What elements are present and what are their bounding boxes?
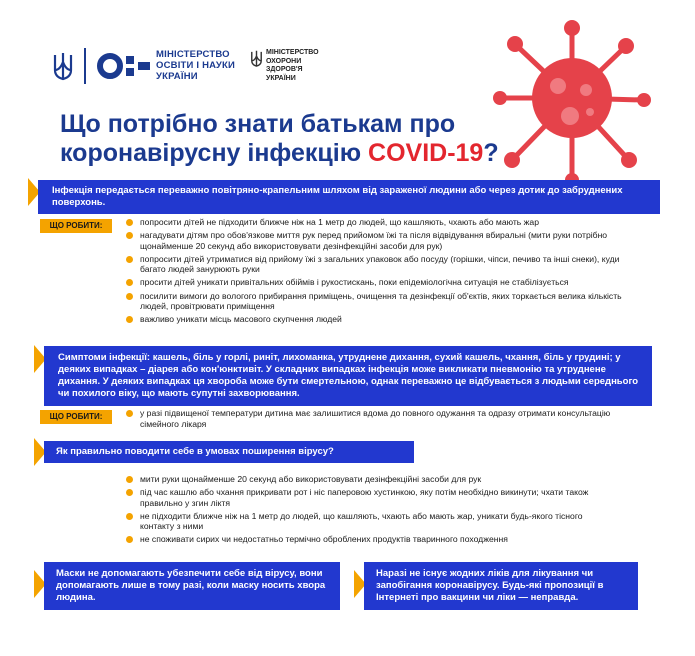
section3-list — [126, 474, 606, 548]
bullet-icon — [126, 536, 133, 543]
bullet-icon — [126, 279, 133, 286]
symptoms-banner: Симптоми інфекції: кашель, біль у горлі, риніт, лихоманка, утруднене дихання, сухий кашель, чхання, біль у грудині; у деяких випадках – діарея або кон'юнктивіт. У складних випадках інфекція може викликати пневмонію та утруднене дихання. У деяких випадках ця хвороба може бути смертельною, однак переважно це відбувається з людьми середнього чи похилого віку, що мають супутні захворювання. — [44, 346, 652, 406]
section2-list — [126, 408, 626, 432]
list-item: попросити дітей не підходити ближче ніж на 1 метр до людей, що кашляють, чхають або мають жар — [126, 217, 630, 228]
transmission-banner: Інфекція передається переважно повітряно-крапельним шляхом від зараженої людини або через дотик до забруднених поверхонь. — [38, 180, 660, 214]
behavior-banner: Як правильно поводити себе в умовах поширення вірусу? — [44, 441, 414, 463]
bullet-icon — [126, 316, 133, 323]
bullet-icon — [126, 232, 133, 239]
list-item: нагадувати дітям про обов'язкове миття рук перед прийомом їжі та після відвідування вбиральні (мити руки потрібно щонайменше 20 секунд або використовувати дезінфекційні засоби для рук) — [126, 230, 630, 251]
page-title: Що потрібно знати батькам про коронавірусну інфекцію COVID-19? — [60, 110, 499, 167]
list-item: важливо уникати місць масового скупчення людей — [126, 314, 630, 325]
bullet-icon — [126, 410, 133, 417]
list-item: не споживати сирих чи недостатньо термічно оброблених продуктів тваринного походження — [126, 534, 606, 545]
bullet-icon — [126, 476, 133, 483]
list-item: посилити вимоги до вологого прибирання приміщень, очищення та дезінфекції об'єктів, яких торкається велика кількість людей, провітрювати приміщення — [126, 291, 630, 312]
list-item: просити дітей уникати привітальних обіймів і рукостискань, поки епідеміологічна ситуація не стабілізується — [126, 277, 630, 288]
list-item: під час кашлю або чхання прикривати рот і ніс паперовою хустинкою, яку потім необхідно викинути; чхати також правильно у згин ліктя — [126, 487, 606, 508]
list-item: попросити дітей утриматися від прийому їжі з загальних упаковок або посуду (горішки, чіпси, печиво та інші снеки), куди багато людей занурюють руки — [126, 254, 630, 275]
bullet-icon — [126, 293, 133, 300]
moz-name: МІНІСТЕРСТВО ОХОРОНИ ЗДОРОВ'Я УКРАЇНИ — [266, 49, 319, 82]
header-divider — [84, 48, 86, 84]
what-to-do-label: ЩО РОБИТИ: — [40, 219, 112, 233]
section1-list — [126, 217, 630, 327]
ukraine-trident-icon — [52, 52, 74, 82]
list-item: мити руки щонайменше 20 секунд або використовувати дезінфекційні засоби для рук — [126, 474, 606, 485]
masks-note: Маски не допомагають убезпечити себе від вірусу, вони допомагають лише в тому разі, коли маску носить хвора людина. — [44, 562, 340, 610]
list-item: у разі підвищеної температури дитина має залишитися вдома до повного одужання та одразу отримати консультацію сімейного лікаря — [126, 408, 626, 429]
bullet-icon — [126, 513, 133, 520]
bullet-icon — [126, 489, 133, 496]
list-item: не підходити ближче ніж на 1 метр до людей, що кашляють, чхають або мають жар, уникати будь-якого тісного контакту з ними — [126, 511, 606, 532]
mon-name: МІНІСТЕРСТВО ОСВІТИ І НАУКИ УКРАЇНИ — [156, 49, 235, 82]
moz-trident-icon — [250, 50, 263, 68]
bullet-icon — [126, 256, 133, 263]
covid-highlight: COVID-19 — [368, 139, 484, 167]
no-cure-note: Наразі не існує жодних ліків для лікування чи запобігання коронавірусу. Будь-які пропозиції в Інтернеті про вакцини чи ліки — неправда. — [364, 562, 638, 610]
bullet-icon — [126, 219, 133, 226]
mon-logo-icon — [96, 52, 152, 80]
what-to-do-label-2: ЩО РОБИТИ: — [40, 410, 112, 424]
